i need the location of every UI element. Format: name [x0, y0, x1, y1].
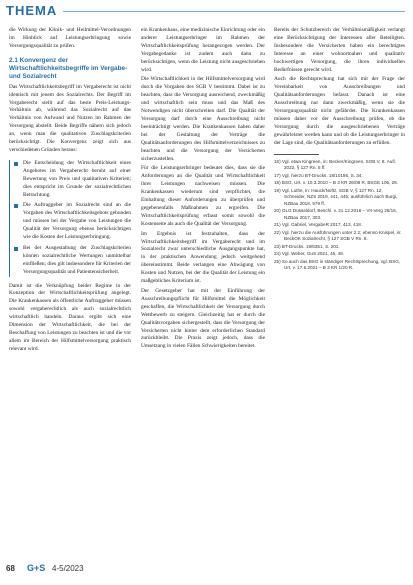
- body-paragraph: Bereits der Schutzbereich der Verhältnismäßigkeit verlangt eine Berücksichtigung der Interessen aller Beteiligten. Insbesondere die Versicherten haben ein berechtigtes Interesse an einer wohnortnahen und qualitativ hochwertigen Versorgung, die ihren individuellen Bedürfnissen gerecht wird.: [274, 27, 405, 73]
- bullet-square-icon: [14, 204, 18, 208]
- page-footer: [0, 562, 413, 582]
- issue-number: 4-5/2023: [52, 564, 84, 573]
- body-paragraph: ein Krankenhaus, eine medizinische Einrichtung oder ein anderer Leistungserbringer im Rahmen der Wirtschaftlichkeitsprüfung herangezogen werden. Der Vergabegedanke ist zudem auch dann zu berücksichtigen, wenn die Leistung nicht ausgeschrieben wird.: [141, 27, 265, 73]
- footnote: 25) So auch das BSG in ständiger Rechtsprechung, vgl. BSG, Urt. v. 17.6.2021 – B 3 KR 1/20 R.: [274, 258, 401, 271]
- middle-column: [141, 27, 265, 554]
- right-column: [274, 27, 405, 554]
- footnote-divider: [274, 154, 319, 155]
- body-paragraph: Auch die Rechtsprechung hat sich mit der Frage der Vereinbarkeit von Ausschreibungen und Qualitätsanforderungen befasst. Danach ist eine Ausschreibung nur dann zweckmäßig, wenn sie die Versorgungsqualität nicht gefährdet. Die Krankenkassen müssen daher vor der Ausschreibung prüfen, ob die Versorgung durch die ausgeschriebenen Verträge gewährleistet werden kann und ob die Leistungserbringer in der Lage sind, die Qualitätsanforderungen zu erfüllen.: [274, 76, 405, 146]
- footnote: 22) Vgl. hierzu die Ausführungen unter 2.2; ebenso Knispel, in: BeckOK Sozialrecht, § 127 SGB V Rn. 8.: [274, 229, 402, 242]
- footnote: 23) BT-Drucks. 19/8351, S. 201.: [274, 243, 340, 249]
- body-paragraph: Der Gesetzgeber hat mit der Einführung der Ausschreibungspflicht für Hilfsmittel die Möglichkeit geschaffen, die Wirtschaftlichkeit der Versorgung durch Wettbewerb zu steigern. Gleichzeitig hat er durch die Qualitätsvorgaben sichergestellt, dass die Versorgung der Versicherten nicht hinter dem erforderlichen Standard zurückbleibt. Die Praxis zeigt jedoch, dass die Umsetzung in vielen Fällen Schwierigkeiten bereitet.: [141, 288, 265, 350]
- bullet-item: Die Auftraggeber im Sozialrecht sind an die Vorgaben des Wirtschaftlichkeitsgebots gebunden und müssen bei der Vergabe von Leistungen die Qualität der Versorgung ebenso berücksichtigen wie die Kosten der Leistungserbringung.: [14, 202, 131, 242]
- section-header: [0, 0, 413, 24]
- left-column: [9, 27, 131, 554]
- bullet-square-icon: [14, 162, 18, 166]
- footnote: 20) OLG Düsseldorf, Beschl. v. 21.12.2016 – VII-Verg 26/16, NZBau 2017, 303.: [274, 208, 397, 220]
- journal-logo: G+S: [27, 563, 46, 573]
- bullet-list: [9, 160, 131, 277]
- body-paragraph: Damit ist die Verknüpfung beider Regime in der Konzeption der Wirtschaftlichkeitsprüfung angelegt. Die Krankenkassen als öffentliche Auftraggeber müssen sowohl vergaberechtlich als auch sozialrechtlich wirtschaftlich handeln. Daraus ergibt sich eine Dimension der Wirtschaftlichkeit, die bei der Beschaffung von Leistungen zu beachten ist und die vor allem im Bereich der Hilfsmittelversorgung praktisch relevant wird.: [9, 282, 131, 352]
- body-paragraph: Für die Leistungserbringer bedeutet dies, dass sie die Anforderungen an die Qualität und Wirtschaftlichkeit ihrer Leistungen nachweisen müssen. Die Krankenkassen wiederum sind verpflichtet, die Einhaltung dieser Anforderungen zu überprüfen und gegebenenfalls Maßnahmen zu ergreifen. Die Wirtschaftlichkeitsprüfung erfasst somit sowohl die Kostenseite als auch die Qualität der Versorgung.: [141, 165, 265, 227]
- body-paragraph: Im Ergebnis ist festzuhalten, dass der Wirtschaftlichkeitsbegriff im Vergaberecht und im Sozialrecht zwar unterschiedliche Ausgangspunkte hat, in der praktischen Anwendung jedoch weitgehend übereinstimmt. Beide verlangen eine Abwägung von Kosten und Nutzen, bei der die Qualität der Leistung ein maßgebliches Kriterium ist.: [141, 230, 265, 285]
- bullet-item: Die Entscheidung der Wirtschaftlichkeit eines Angebotes im Vergaberecht beruht auf einer Bewertung von Preis und qualitativen Kriterien; dies entspricht im Grunde der sozialrechtlichen Betrachtung.: [14, 160, 131, 200]
- footnote: 17) Vgl. hierzu BT-Drucks. 18/10186, S. 34.: [274, 172, 363, 178]
- header-rule: [63, 11, 405, 12]
- body-paragraph: Das Wirtschaftlichkeitsbegriff im Vergaberecht ist nicht identisch mit jenem des Sozialrechts. Der Begriff im Vergaberecht stellt auf das beste Preis-Leistungs-Verhältnis ab, während das Sozialrecht auf das Verhältnis von Aufwand und Nutzen im Rahmen der Versorgung abstellt. Beide Begriffe nähern sich jedoch an, wenn man die qualitativen Zuschlagskriterien berücksichtigt. Die Konvergenz zeigt sich aus verschiedenen Gründen heraus:: [9, 83, 131, 153]
- footnote: 24) Vgl. Weber, GuS 2021, 45, 48.: [274, 251, 345, 257]
- footnote-list: [274, 159, 405, 272]
- section-label: THEMA: [6, 3, 58, 18]
- footnote: 21) Vgl. Gabriel, VergabeR 2017, 413, 418.: [274, 222, 363, 228]
- page-number: 68: [6, 564, 15, 573]
- footnote: 16) Vgl. etwa Kingreen, in: Becker/Kingreen, SGB V, 8. Aufl. 2022, § 127 Rn. 5 ff.: [274, 158, 396, 171]
- section-heading: 2.1 Konvergenz der Wirtschaftlichkeitsbegriffe im Vergabe- und Sozialrecht: [9, 56, 128, 80]
- bullet-square-icon: [14, 247, 18, 251]
- bullet-item: Bei der Ausgestaltung der Zuschlagskriterien können sozialrechtliche Wertungen unmittelbar einfließen; dies gilt insbesondere für Kriterien der Versorgungsqualität und Patientensicherheit.: [14, 245, 131, 277]
- intro-paragraph: die Wirkung der Klinik- und Heilmittel-Verordnungen im Hinblick auf Leistungserbringung sowie Versorgungsqualität zu prüfen.: [9, 27, 131, 49]
- footnote: 18) BSG, Urt. v. 10.3.2010 – B 3 KR 26/08 R, BSGE 106, 29.: [274, 180, 399, 186]
- footnote: 19) Vgl. Luthe, in: Hauck/Noftz, SGB V, § 127 Rn. 12; Schneider, NZS 2019, 441, 445; ausführlich auch Burgi, NZBau 2018, 579 ff.: [274, 187, 398, 206]
- body-paragraph: Die Wirtschaftlichkeit in der Hilfsmittelversorgung wird durch die Vorgaben des SGB V bestimmt. Dabei ist zu beachten, dass die Versorgung ausreichend, zweckmäßig und wirtschaftlich sein muss und das Maß des Notwendigen nicht überschreiten darf. Die Qualität der Versorgung darf durch eine Ausschreibung nicht beeinträchtigt werden. Die Krankenkassen haben daher bei der Gestaltung der Verträge die Qualitätsanforderungen des Hilfsmittelverzeichnisses zu beachten und die Versorgung der Versicherten sicherzustellen.: [141, 76, 265, 162]
